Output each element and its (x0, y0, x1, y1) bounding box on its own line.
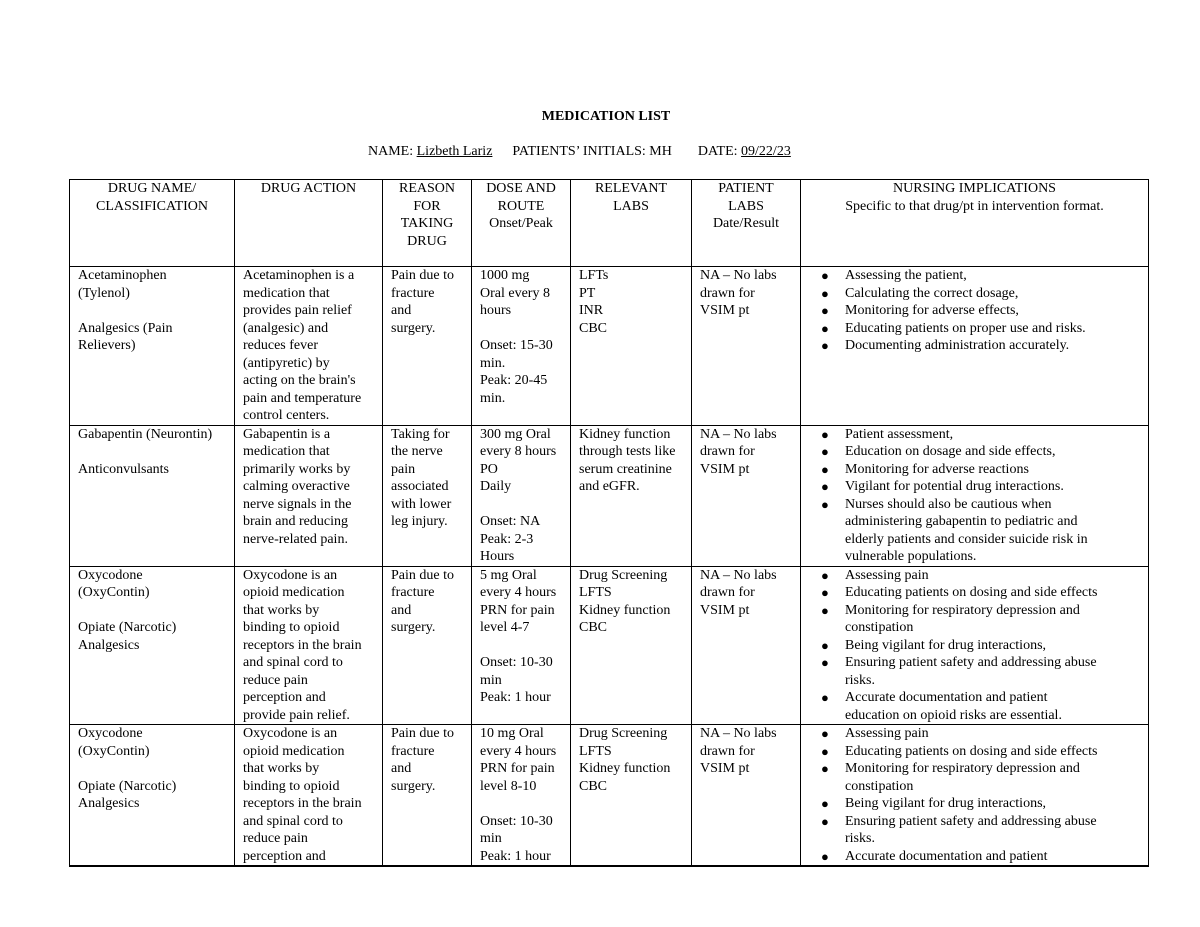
text-line: medication that (243, 285, 330, 301)
text-line: Patient assessment, (845, 426, 954, 442)
bullet-icon: ● (821, 479, 829, 494)
text-line: through tests like (579, 444, 676, 459)
text-line: Date/Result (712, 216, 780, 231)
text-line: LABS (728, 198, 764, 214)
text-line: control centers. (243, 408, 330, 423)
text-line: Educating patients on dosing and side effects (845, 585, 1098, 600)
text-line: Onset: 10-30 (480, 655, 553, 670)
list-item (815, 848, 1142, 866)
text-line: Taking for (391, 426, 450, 442)
text-line: (analgesic) and (243, 320, 329, 336)
cell-relevant-labs (571, 566, 692, 725)
text-line: NA – No labs (700, 426, 777, 442)
text-line: nerve-related pain. (243, 531, 348, 547)
cell-drug-action (235, 425, 383, 566)
text-line: Monitoring for respiratory depression and (845, 761, 1080, 776)
list-item (815, 302, 1142, 320)
text-line: every 8 hours (480, 444, 557, 459)
text-line: with lower (391, 496, 452, 512)
bullet-icon: ● (821, 585, 829, 600)
text-line: Kidney function (579, 602, 671, 618)
table-row (70, 725, 1149, 867)
text-line: DRUG (407, 233, 447, 249)
text-line: Pain due to (391, 567, 454, 583)
text-line: CBC (579, 620, 608, 635)
text-line: NA – No labs (700, 567, 777, 583)
text-line: 300 mg Oral (480, 426, 551, 442)
bullet-icon: ● (821, 655, 829, 670)
text-line: Opiate (Narcotic) (78, 778, 177, 794)
bullet-icon: ● (821, 761, 829, 776)
text-line: drawn for (700, 444, 755, 459)
text-line: Peak: 20-45 (480, 373, 548, 388)
text-line: (OxyContin) (78, 585, 150, 600)
cell-relevant-labs (571, 725, 692, 867)
text-line: leg injury. (391, 514, 448, 529)
student-name: Lizbeth Lariz (416, 144, 493, 159)
header-row (70, 180, 1149, 267)
text-line: VSIM pt (700, 461, 750, 477)
cell-dose-route (472, 725, 571, 867)
text-line: fracture (391, 285, 435, 301)
text-line: FOR (413, 198, 441, 214)
cell-patient-labs (692, 425, 801, 566)
text-line: Drug Screening (579, 567, 668, 583)
text-line: Kidney function (579, 426, 671, 442)
nursing-bullet-list (809, 725, 1142, 865)
list-item (815, 602, 1142, 637)
text-line: Educating patients on proper use and risks. (845, 320, 1086, 336)
cell-patient-labs (692, 566, 801, 725)
text-line: Oxycodone is an (243, 567, 338, 583)
list-item (815, 426, 1142, 444)
list-item (815, 637, 1142, 655)
bullet-icon: ● (821, 285, 829, 301)
cell-reason (383, 267, 472, 426)
text-line: reduce pain (243, 831, 308, 846)
text-line: Educating patients on dosing and side effects (845, 743, 1098, 759)
text-line: Assessing pain (845, 567, 929, 583)
nursing-bullet-list (809, 567, 1142, 725)
bullet-icon: ● (821, 461, 829, 477)
header-patient-labs (692, 180, 801, 267)
text-line: receptors in the brain (243, 637, 362, 653)
text-line: Onset: 10-30 (480, 813, 553, 829)
text-line: 1000 mg (480, 268, 530, 283)
text-line: min. (480, 390, 506, 406)
text-line: DRUG NAME/ (107, 181, 197, 196)
header-reason (383, 180, 472, 267)
text-line: TAKING (400, 216, 454, 231)
text-line: (Tylenol) (78, 285, 130, 301)
text-line: Oxycodone (78, 726, 143, 741)
text-line: Education on dosage and side effects, (845, 444, 1056, 459)
cell-nursing-implications (801, 566, 1149, 725)
text-line: RELEVANT (594, 181, 668, 196)
cell-patient-labs (692, 267, 801, 426)
text-line: constipation (845, 778, 914, 794)
medication-table (69, 179, 1149, 867)
text-line: min (480, 831, 502, 846)
text-line: Ensuring patient safety and addressing abuse (845, 655, 1097, 670)
text-line: surgery. (391, 620, 436, 635)
text-line: administering gabapentin to pediatric and (845, 514, 1078, 529)
text-line: level 8-10 (480, 778, 537, 794)
text-line: LFTS (579, 743, 612, 759)
text-line: Onset/Peak (489, 216, 553, 231)
bullet-icon: ● (821, 426, 829, 442)
list-item (815, 496, 1142, 566)
text-line: NURSING IMPLICATIONS (893, 181, 1056, 196)
text-line: binding to opioid (243, 778, 340, 794)
text-line: every 4 hours (480, 585, 557, 600)
text-line: and spinal cord to (243, 655, 343, 670)
text-line: and (391, 761, 412, 776)
text-line: Gabapentin (Neurontin) (78, 426, 213, 442)
text-line: VSIM pt (700, 602, 750, 618)
text-line: Anticonvulsants (78, 461, 169, 477)
text-line: and spinal cord to (243, 813, 343, 829)
text-line: DOSE AND (486, 181, 556, 196)
text-line: and eGFR. (579, 479, 640, 494)
text-line: serum creatinine (579, 461, 672, 477)
text-line: INR (579, 303, 604, 318)
text-line: opioid medication (243, 743, 345, 759)
text-line: the nerve (391, 444, 443, 459)
text-line: 10 mg Oral (480, 726, 544, 741)
text-line: Kidney function (579, 761, 671, 776)
text-line: drawn for (700, 743, 755, 759)
text-line: surgery. (391, 778, 436, 794)
bullet-icon: ● (821, 303, 829, 318)
text-line: CBC (579, 320, 608, 336)
header-nursing-implications (801, 180, 1149, 267)
text-line: Peak: 1 hour (480, 690, 551, 705)
text-line: pain (391, 461, 416, 477)
table-row (70, 566, 1149, 725)
text-line: that works by (243, 602, 320, 618)
cell-relevant-labs (571, 267, 692, 426)
text-line: Ensuring patient safety and addressing abuse (845, 813, 1097, 829)
text-line: Accurate documentation and patient (845, 690, 1048, 705)
text-line: Gabapentin is a (243, 426, 331, 442)
bullet-icon: ● (821, 496, 829, 512)
text-line: VSIM pt (700, 303, 750, 318)
text-line: REASON (398, 181, 455, 196)
cell-nursing-implications (801, 725, 1149, 867)
text-line: Peak: 2-3 (480, 531, 534, 547)
text-line: every 4 hours (480, 743, 557, 759)
text-line: receptors in the brain (243, 796, 362, 811)
text-line: ROUTE (497, 198, 545, 214)
text-line: Relievers) (78, 338, 136, 353)
text-line: Acetaminophen (78, 268, 167, 283)
text-line: and (391, 303, 412, 318)
list-item (815, 478, 1142, 496)
bullet-icon: ● (821, 268, 829, 283)
bullet-icon: ● (821, 338, 829, 353)
name-label: NAME: (368, 144, 417, 159)
blank-line (78, 443, 228, 461)
bullet-icon: ● (821, 602, 829, 618)
list-item (815, 654, 1142, 689)
cell-nursing-implications (801, 267, 1149, 426)
nursing-bullet-list (809, 426, 1142, 566)
text-line: NA – No labs (700, 268, 777, 283)
bullet-icon: ● (821, 813, 829, 829)
text-line: CBC (579, 778, 608, 794)
table-row (70, 425, 1149, 566)
cell-drug-name (70, 725, 235, 867)
bullet-icon: ● (821, 567, 829, 583)
text-line: and (391, 602, 412, 618)
text-line: drawn for (700, 285, 755, 301)
text-line: Pain due to (391, 726, 454, 741)
text-line: elderly patients and consider suicide risk in (845, 531, 1088, 547)
text-line: Onset: 15-30 (480, 338, 553, 353)
text-line: Oral every 8 (480, 285, 550, 301)
cell-drug-action (235, 725, 383, 867)
header-relevant-labs (571, 180, 692, 267)
nursing-bullet-list (809, 267, 1142, 355)
cell-drug-name (70, 267, 235, 426)
cell-drug-action (235, 267, 383, 426)
header-dose (472, 180, 571, 267)
list-item (815, 760, 1142, 795)
text-line: medication that (243, 444, 330, 459)
text-line: PO (480, 461, 498, 477)
list-item (815, 567, 1142, 585)
list-item (815, 443, 1142, 461)
text-line: acting on the brain's (243, 373, 356, 388)
text-line: reduce pain (243, 672, 308, 688)
cell-reason (383, 725, 472, 867)
list-item (815, 743, 1142, 761)
text-line: Assessing pain (845, 726, 929, 741)
text-line: Accurate documentation and patient (845, 848, 1048, 864)
text-line: provide pain relief. (243, 707, 350, 723)
text-line: Daily (480, 479, 512, 494)
header-drug-action (235, 180, 383, 267)
cell-dose-route (472, 267, 571, 426)
text-line: constipation (845, 620, 914, 635)
text-line: Peak: 1 hour (480, 848, 551, 864)
text-line: Opiate (Narcotic) (78, 620, 177, 635)
text-line: that works by (243, 761, 320, 776)
text-line: hours (480, 303, 512, 318)
text-line: 5 mg Oral (480, 567, 537, 583)
bullet-icon: ● (821, 796, 829, 811)
text-line: brain and reducing (243, 514, 348, 529)
text-line: nerve signals in the (243, 496, 352, 512)
text-line: Onset: NA (480, 514, 541, 529)
text-line: fracture (391, 585, 435, 600)
list-item (815, 267, 1142, 285)
text-line: Vigilant for potential drug interactions. (845, 479, 1064, 494)
text-line: Pain due to (391, 268, 454, 283)
date-label: DATE: (697, 144, 742, 159)
bullet-icon: ● (821, 690, 829, 705)
text-line: calming overactive (243, 479, 350, 494)
text-line: Analgesics (78, 637, 140, 653)
text-line: min (480, 672, 502, 688)
text-line: NA – No labs (700, 726, 777, 741)
cell-relevant-labs (571, 425, 692, 566)
patient-initials: PATIENTS’ INITIALS: MH (512, 144, 672, 159)
list-item (815, 461, 1142, 479)
text-line: DRUG ACTION (260, 181, 357, 196)
text-line: LFTS (579, 585, 612, 600)
bullet-icon: ● (821, 637, 829, 653)
text-line: vulnerable populations. (845, 549, 977, 564)
blank-line (78, 760, 228, 778)
list-item (815, 285, 1142, 303)
table-row (70, 267, 1149, 426)
header-drug-name (70, 180, 235, 267)
text-line: reduces fever (243, 338, 319, 353)
text-line: min. (480, 355, 506, 371)
cell-drug-name (70, 425, 235, 566)
text-line: perception and (243, 690, 326, 705)
list-item (815, 725, 1142, 743)
text-line: risks. (845, 831, 875, 846)
patient-info-line (368, 144, 791, 160)
date-value: 09/22/23 (741, 144, 791, 159)
text-line: Nurses should also be cautious when (845, 496, 1052, 512)
text-line: education on opioid risks are essential. (845, 707, 1062, 723)
cell-dose-route (472, 425, 571, 566)
text-line: opioid medication (243, 585, 345, 600)
text-line: LABS (613, 198, 649, 214)
text-line: Oxycodone is an (243, 726, 338, 741)
blank-line (480, 637, 564, 655)
text-line: binding to opioid (243, 620, 340, 635)
text-line: (OxyContin) (78, 743, 150, 759)
text-line: provides pain relief (243, 303, 352, 318)
text-line: Analgesics (78, 796, 140, 811)
list-item (815, 689, 1142, 724)
blank-line (480, 496, 564, 514)
text-line: Being vigilant for drug interactions, (845, 796, 1047, 811)
list-item (815, 584, 1142, 602)
bullet-icon: ● (821, 743, 829, 759)
text-line: Specific to that drug/pt in intervention format. (845, 198, 1104, 214)
text-line: Monitoring for adverse reactions (845, 461, 1029, 477)
text-line: PT (579, 285, 596, 301)
blank-line (480, 320, 564, 338)
text-line: PRN for pain (480, 761, 555, 776)
text-line: Monitoring for adverse effects, (845, 303, 1019, 318)
text-line: Analgesics (Pain (78, 320, 173, 336)
text-line: LFTs (579, 268, 609, 283)
blank-line (78, 302, 228, 320)
text-line: Assessing the patient, (845, 268, 967, 283)
text-line: primarily works by (243, 461, 351, 477)
cell-drug-action (235, 566, 383, 725)
cell-nursing-implications (801, 425, 1149, 566)
blank-line (480, 795, 564, 813)
bullet-icon: ● (821, 444, 829, 459)
list-item (815, 337, 1142, 355)
bullet-icon: ● (821, 848, 829, 864)
bullet-icon: ● (821, 320, 829, 336)
cell-dose-route (472, 566, 571, 725)
text-line: Hours (480, 549, 515, 564)
cell-reason (383, 566, 472, 725)
text-line: fracture (391, 743, 435, 759)
text-line: PRN for pain (480, 602, 555, 618)
text-line: Monitoring for respiratory depression and (845, 602, 1080, 618)
text-line: perception and (243, 848, 326, 864)
text-line: level 4-7 (480, 620, 530, 635)
text-line: drawn for (700, 585, 755, 600)
text-line: risks. (845, 672, 875, 688)
blank-line (78, 602, 228, 620)
text-line: Acetaminophen is a (243, 268, 355, 283)
cell-patient-labs (692, 725, 801, 867)
text-line: Calculating the correct dosage, (845, 285, 1019, 301)
text-line: Drug Screening (579, 726, 668, 741)
cell-drug-name (70, 566, 235, 725)
text-line: Documenting administration accurately. (845, 338, 1070, 353)
text-line: PATIENT (718, 181, 774, 196)
text-line: surgery. (391, 320, 436, 336)
list-item (815, 320, 1142, 338)
list-item (815, 813, 1142, 848)
text-line: VSIM pt (700, 761, 750, 776)
text-line: associated (391, 479, 449, 494)
text-line: (antipyretic) by (243, 355, 330, 371)
document-title: MEDICATION LIST (541, 109, 671, 124)
text-line: pain and temperature (243, 390, 362, 406)
bullet-icon: ● (821, 726, 829, 741)
text-line: Being vigilant for drug interactions, (845, 637, 1047, 653)
text-line: Oxycodone (78, 567, 143, 583)
cell-reason (383, 425, 472, 566)
list-item (815, 795, 1142, 813)
text-line: CLASSIFICATION (95, 198, 208, 214)
